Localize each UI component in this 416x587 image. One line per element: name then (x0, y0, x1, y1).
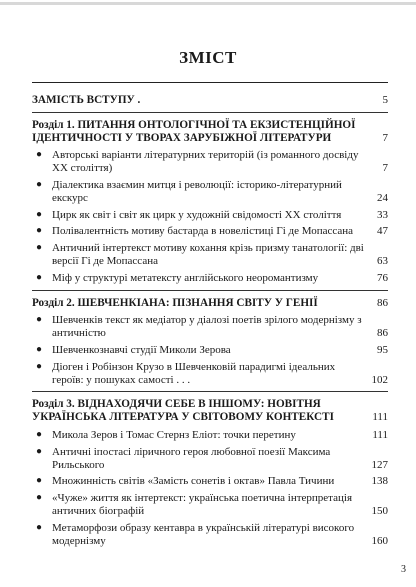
bullet-icon: ● (36, 445, 43, 457)
section-1-page: 7 (382, 131, 388, 144)
bullet-icon: ● (36, 208, 43, 220)
section-2-page: 86 (377, 296, 388, 309)
bullet-icon: ● (36, 225, 43, 237)
toc-item (32, 225, 388, 238)
toc-item-text: Шевченків текст як медіатор у діалозі поетів зрілого модернізму з античністю (52, 314, 362, 340)
section-3-heading: Розділ 3. ВІДНАХОДЯЧИ СЕБЕ В ІНШОМУ: НОВІТНЯ УКРАЇНСЬКА ЛІТЕРАТУРА У СВІТОВОМУ КОНТЕКСТІ (32, 398, 334, 424)
section-divider (32, 112, 388, 113)
bullet-icon: ● (36, 314, 43, 326)
toc-item (32, 149, 388, 175)
toc-item-page: 95 (377, 343, 388, 356)
toc-item (32, 209, 388, 222)
bullet-icon: ● (36, 149, 43, 161)
toc-item-page: 76 (377, 271, 388, 284)
toc-item-page: 138 (371, 475, 388, 488)
bullet-icon: ● (36, 521, 43, 533)
toc-item-page: 86 (377, 327, 388, 340)
toc-section-1 (32, 119, 388, 145)
top-shadow (0, 2, 416, 5)
bullet-icon: ● (36, 475, 43, 487)
toc-item (32, 446, 388, 472)
title-divider (32, 82, 388, 83)
section-2-heading: Розділ 2. ШЕВЧЕНКІАНА: ПІЗНАННЯ СВІТУ У ГЕНІЇ (32, 296, 318, 309)
toc-item-text: Множинність світів «Замість сонетів і октав» Павла Тичини (52, 475, 335, 488)
section-divider (32, 391, 388, 392)
toc-item (32, 429, 388, 442)
bullet-icon: ● (36, 178, 43, 190)
toc-item-page: 127 (371, 458, 388, 471)
bullet-icon: ● (36, 271, 43, 283)
toc-item-page: 111 (372, 428, 388, 441)
toc-item (32, 344, 388, 357)
section-1-heading: Розділ 1. ПИТАННЯ ОНТОЛОГІЧНОЇ ТА ЕКЗИСТЕНЦІЙНОЇ ІДЕНТИЧНОСТІ У ТВОРАХ ЗАРУБІЖНОЇ ЛІТЕРАТУРИ (32, 118, 356, 144)
toc-item-text: Полівалентність мотиву бастарда в новелістиці Гі де Мопассана (52, 225, 354, 238)
toc-item-text: Микола Зеров і Томас Стернз Еліот: точки перетину (52, 428, 296, 441)
toc-item (32, 179, 388, 205)
bullet-icon: ● (36, 343, 43, 355)
toc-item-text: Метаморфози образу кентавра в українській літературі високого модернізму (52, 521, 355, 547)
toc-item-page: 33 (377, 208, 388, 221)
toc-item (32, 314, 388, 340)
toc-item-text: Діоген і Робінзон Крузо в Шевченковій парадигмі ідеальних героїв: у пошуках самості . . . (52, 360, 336, 386)
toc-intro-text: ЗАМІСТЬ ВСТУПУ . (32, 94, 141, 106)
bullet-icon: ● (36, 360, 43, 372)
toc-item (32, 475, 388, 488)
bullet-icon: ● (36, 428, 43, 440)
toc-item-page: 7 (382, 162, 388, 175)
toc-item (32, 272, 388, 285)
toc-item (32, 522, 388, 548)
toc-item (32, 361, 388, 387)
section-divider (32, 290, 388, 291)
toc-item-text: Цирк як світ і світ як цирк у художній свідомості ХХ століття (52, 208, 342, 221)
toc-intro (32, 94, 388, 107)
toc-item-text: Міф у структурі метатексту англійського неоромантизму (52, 271, 319, 284)
toc-item-text: Діалектика взаємин митця і революції: історико-літературний екскурс (52, 178, 342, 204)
table-of-contents (32, 94, 388, 547)
toc-item-text: «Чуже» життя як інтертекст: українська поетична інтерпретація античних біографій (52, 492, 353, 517)
toc-section-3 (32, 398, 388, 424)
toc-item-page: 63 (377, 254, 388, 267)
page-number: 3 (401, 564, 406, 575)
toc-item (32, 242, 388, 268)
toc-item-text: Шевченкознавчі студії Миколи Зерова (52, 343, 231, 356)
bullet-icon: ● (36, 492, 43, 504)
toc-item (32, 492, 388, 518)
toc-item-page: 47 (377, 225, 388, 238)
toc-item-page: 24 (377, 191, 388, 204)
page-title: ЗМІСТ (179, 48, 237, 67)
toc-item-text: Авторські варіанти літературних територій (із романного досвіду ХХ століття) (52, 149, 359, 175)
section-3-page: 111 (372, 411, 388, 424)
toc-item-page: 150 (371, 504, 388, 517)
toc-section-2 (32, 297, 388, 310)
toc-item-page: 160 (371, 534, 388, 547)
toc-item-text: Античні іпостасі ліричного героя любовної поезії Максима Рильського (52, 445, 331, 471)
toc-intro-page: 5 (382, 94, 388, 106)
toc-item-text: Античний інтертекст мотиву кохання крізь призму танатології: дві версії Гі де Мопассана (52, 242, 364, 267)
toc-item-page: 102 (371, 373, 388, 386)
bullet-icon: ● (36, 242, 43, 254)
